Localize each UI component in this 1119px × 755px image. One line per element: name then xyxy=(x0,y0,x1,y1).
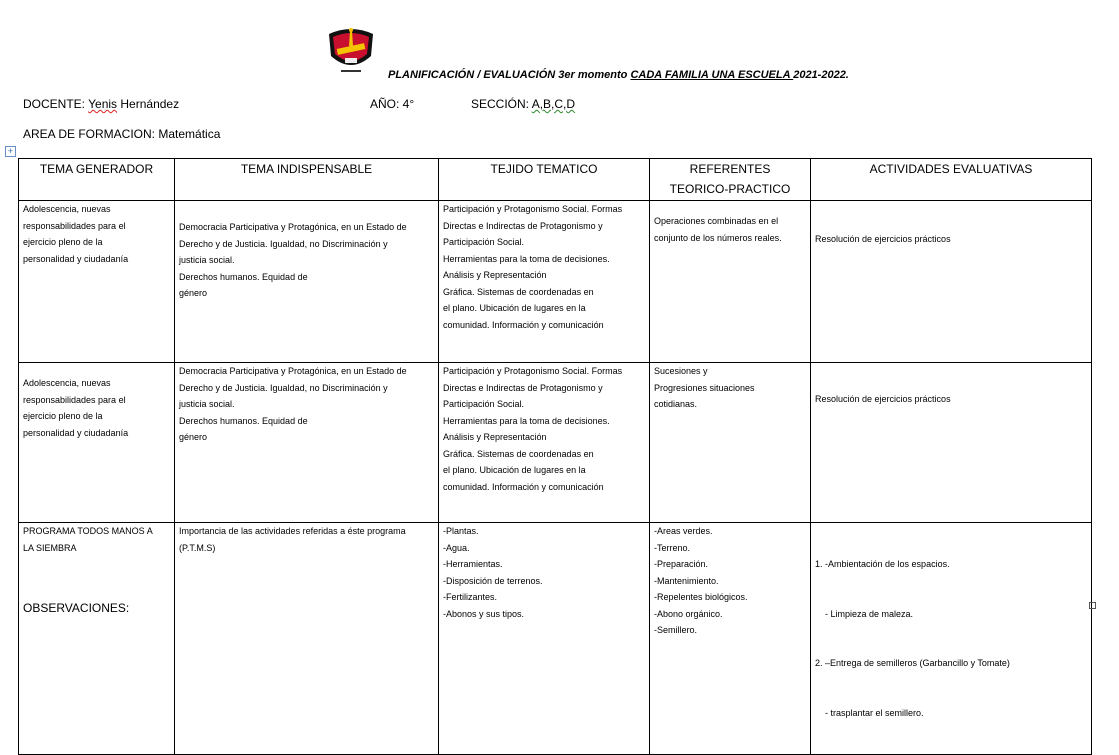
line: -Agua. xyxy=(443,542,470,553)
line: Sucesiones y xyxy=(654,366,708,376)
docente-line xyxy=(23,97,179,111)
line: cotidianas. xyxy=(654,399,698,409)
line: Participación Social. xyxy=(443,399,525,409)
line: Derecho y de Justicia. Igualdad, no Discriminación y xyxy=(179,382,388,393)
cell-indispensable xyxy=(175,201,439,363)
observaciones-label: OBSERVACIONES: xyxy=(23,601,130,615)
line: Gráfica. Sistemas de coordenadas en xyxy=(443,448,594,459)
header-referentes-line2: TEORICO-PRACTICO xyxy=(669,182,791,196)
line: -Repelentes biológicos. xyxy=(654,592,748,602)
line: -Semillero. xyxy=(654,625,698,635)
line: Democracia Participativa y Protagónica, en un Estado de xyxy=(179,366,407,376)
cell-tejido xyxy=(439,201,650,363)
line: personalidad y ciudadanía xyxy=(23,253,129,264)
line: Operaciones combinadas en el xyxy=(654,216,779,226)
line: el plano. Ubicación de lugares en la xyxy=(443,465,586,475)
header-tejido-tematico: TEJIDO TEMATICO xyxy=(439,159,650,201)
header-tema-indispensable: TEMA INDISPENSABLE xyxy=(175,159,439,201)
cell-tejido xyxy=(439,363,650,523)
document-title xyxy=(388,69,849,81)
line: ejercicio pleno de la xyxy=(23,411,103,421)
cell-indispensable xyxy=(175,363,439,523)
seccion-line xyxy=(471,97,575,111)
cell-referentes xyxy=(650,523,811,755)
anio-label: AÑO: 4° xyxy=(370,97,415,111)
line: -Terreno. xyxy=(654,542,691,553)
line: comunidad. Información y comunicación xyxy=(443,319,604,330)
cell-actividades xyxy=(811,363,1092,523)
line: Gráfica. Sistemas de coordenadas en xyxy=(443,286,594,297)
line: 1. -Ambientación de los espacios. xyxy=(815,559,950,569)
line: LA SIEMBRA xyxy=(23,542,77,553)
line: -Abono orgánico. xyxy=(654,608,723,619)
line: Derecho y de Justicia. Igualdad, no Discriminación y xyxy=(179,238,388,249)
line: responsabilidades para el xyxy=(23,394,126,405)
line: Herramientas para la toma de decisiones. xyxy=(443,253,610,264)
line: justicia social. xyxy=(179,399,235,409)
line: Derechos humanos. Equidad de xyxy=(179,271,308,282)
line: -Plantas. xyxy=(443,526,479,536)
line: ejercicio pleno de la xyxy=(23,237,103,247)
line: responsabilidades para el xyxy=(23,220,126,231)
line: Resolución de ejercicios prácticos xyxy=(815,234,951,244)
line: Derechos humanos. Equidad de xyxy=(179,415,308,426)
line: - Limpieza de maleza. xyxy=(815,608,914,619)
school-crest-icon xyxy=(323,26,379,76)
line: Participación y Protagonismo Social. Formas xyxy=(443,204,623,214)
header-actividades-evaluativas: ACTIVIDADES EVALUATIVAS xyxy=(811,159,1092,201)
table-header-row xyxy=(19,159,1092,201)
cell-actividades xyxy=(811,523,1092,755)
cell-generador xyxy=(19,523,175,755)
docente-surname: Hernández xyxy=(117,97,180,111)
table-row xyxy=(19,523,1092,755)
line: Directas e Indirectas de Protagonismo y xyxy=(443,382,603,393)
line: -Abonos y sus tipos. xyxy=(443,608,525,619)
seccion-value: A,B,C,D xyxy=(531,97,576,111)
line: -Fertilizantes. xyxy=(443,592,498,602)
table-move-handle-icon[interactable]: + xyxy=(5,146,16,157)
header-referentes xyxy=(650,159,811,201)
seccion-label: SECCIÓN: xyxy=(471,97,532,111)
table-row xyxy=(19,363,1092,523)
line: PROGRAMA TODOS MANOS A xyxy=(23,526,153,536)
line: conjunto de los números reales. xyxy=(654,232,782,243)
cell-tejido xyxy=(439,523,650,755)
docente-name: Yenis xyxy=(88,97,118,111)
line: Participación y Protagonismo Social. Formas xyxy=(443,366,623,376)
line: -Areas verdes. xyxy=(654,526,713,536)
line: Directas e Indirectas de Protagonismo y xyxy=(443,220,603,231)
line: - trasplantar el semillero. xyxy=(815,707,924,718)
line: Adolescencia, nuevas xyxy=(23,204,111,214)
cell-indispensable xyxy=(175,523,439,755)
title-underlined: CADA FAMILIA UNA ESCUELA xyxy=(630,69,794,81)
title-prefix: PLANIFICACIÓN / EVALUACIÓN 3er momento xyxy=(388,69,631,81)
docente-label: DOCENTE: xyxy=(23,97,89,111)
area-line: AREA DE FORMACION: Matemática xyxy=(23,127,221,141)
title-suffix: 2021-2022. xyxy=(793,69,849,81)
line: Participación Social. xyxy=(443,237,525,247)
cell-referentes xyxy=(650,363,811,523)
line: (P.T.M.S) xyxy=(179,542,216,553)
line: personalidad y ciudadanía xyxy=(23,427,129,438)
header-tema-generador: TEMA GENERADOR xyxy=(19,159,175,201)
line: Progresiones situaciones xyxy=(654,382,755,393)
line: -Preparación. xyxy=(654,559,709,569)
line: Adolescencia, nuevas xyxy=(23,378,111,388)
cell-generador xyxy=(19,363,175,523)
line: -Disposición de terrenos. xyxy=(443,575,543,586)
cell-generador xyxy=(19,201,175,363)
line: Democracia Participativa y Protagónica, en un Estado de xyxy=(179,222,407,232)
line: -Mantenimiento. xyxy=(654,575,719,586)
line: -Herramientas. xyxy=(443,559,503,569)
line: Resolución de ejercicios prácticos xyxy=(815,394,951,404)
header-referentes-line1: REFERENTES xyxy=(689,162,771,176)
line: Análisis y Representación xyxy=(443,432,547,442)
cell-referentes xyxy=(650,201,811,363)
cell-actividades xyxy=(811,201,1092,363)
line: justicia social. xyxy=(179,255,235,265)
line: Análisis y Representación xyxy=(443,270,547,280)
line: 2. –Entrega de semilleros (Garbancillo y Tomate) xyxy=(815,658,1010,668)
line: el plano. Ubicación de lugares en la xyxy=(443,303,586,313)
line: género xyxy=(179,288,208,298)
line: género xyxy=(179,432,208,442)
planning-table xyxy=(18,158,1092,755)
line: Importancia de las actividades referidas a éste programa xyxy=(179,526,406,536)
table-row xyxy=(19,201,1092,363)
table-resize-handle-icon[interactable] xyxy=(1089,602,1096,609)
line: Herramientas para la toma de decisiones. xyxy=(443,415,610,426)
line: comunidad. Información y comunicación xyxy=(443,481,604,492)
